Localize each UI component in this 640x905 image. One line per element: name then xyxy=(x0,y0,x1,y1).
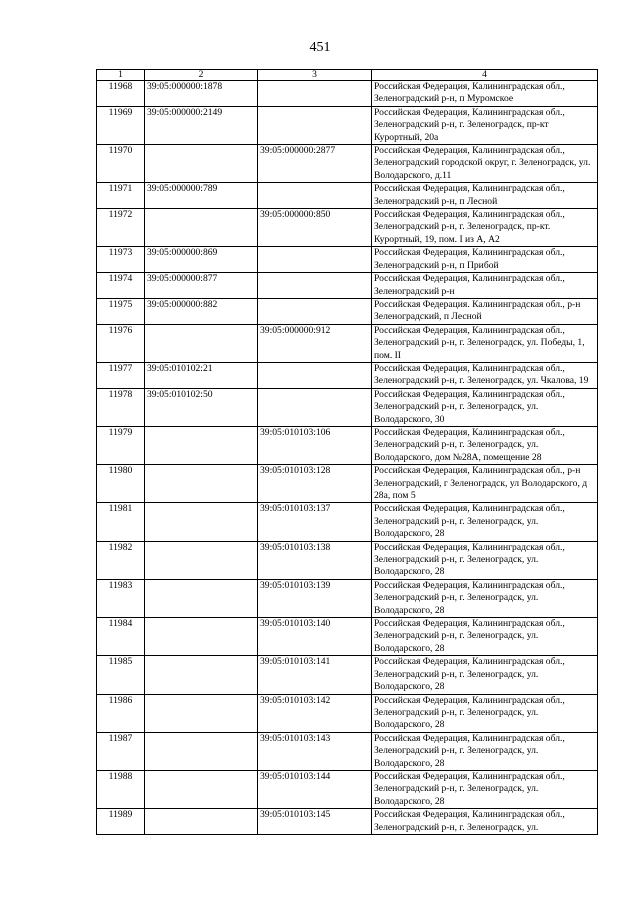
cadastral-number-col2: 39:05:000000:1878 xyxy=(145,81,258,107)
cadastral-number-col3 xyxy=(258,388,372,426)
cadastral-number-col3 xyxy=(258,362,372,388)
address-cell: Российская Федерация, Калининградская обл., Зеленоградский р-н, г. Зеленоградск, ул. xyxy=(372,809,598,835)
row-number: 11989 xyxy=(97,809,145,835)
cadastral-number-col2 xyxy=(145,426,258,464)
cadastral-number-col3 xyxy=(258,106,372,144)
table-row xyxy=(97,273,598,299)
row-number: 11976 xyxy=(97,324,145,362)
address-cell: Российская Федерация, Калининградская обл., Зеленоградский р-н, г. Зеленоградск, ул. Володарского, 28 xyxy=(372,618,598,656)
row-number: 11984 xyxy=(97,618,145,656)
row-number: 11972 xyxy=(97,209,145,247)
row-number: 11987 xyxy=(97,732,145,770)
cadastral-number-col3: 39:05:000000:912 xyxy=(258,324,372,362)
row-number: 11974 xyxy=(97,273,145,299)
address-cell: Российская Федерация, Калининградская обл., Зеленоградский р-н, г. Зеленоградск, ул. Победы, 1, пом. II xyxy=(372,324,598,362)
address-cell: Российская Федерация, Калининградская обл., Зеленоградский р-н, г. Зеленоградск, ул. Володарского, дом №28А, помещение 28 xyxy=(372,426,598,464)
address-cell: Российская Федерация, Калининградская обл., Зеленоградский р-н, г. Зеленоградск, ул. Чкалова, 19 xyxy=(372,362,598,388)
address-cell: Российская Федерация, Калининградская обл., Зеленоградский р-н, г. Зеленоградск, пр-кт Курортный, 20а xyxy=(372,106,598,144)
cadastral-number-col3: 39:05:010103:138 xyxy=(258,541,372,579)
page-number: 451 xyxy=(309,40,331,55)
table-row xyxy=(97,732,598,770)
address-cell: Российская Федерация, Калининградская обл., Зеленоградский р-н, г. Зеленоградск, ул. Володарского, 28 xyxy=(372,656,598,694)
cadastral-number-col2: 39:05:010102:50 xyxy=(145,388,258,426)
row-number: 11982 xyxy=(97,541,145,579)
address-cell: Российская Федерация, Калининградская обл., Зеленоградский р-н, п Прибой xyxy=(372,247,598,273)
cadastral-number-col3: 39:05:010103:143 xyxy=(258,732,372,770)
row-number: 11970 xyxy=(97,145,145,183)
table-row xyxy=(97,426,598,464)
table-row xyxy=(97,770,598,808)
table-row xyxy=(97,183,598,209)
row-number: 11983 xyxy=(97,579,145,617)
cadastral-number-col2 xyxy=(145,618,258,656)
row-number: 11981 xyxy=(97,503,145,541)
row-number: 11988 xyxy=(97,770,145,808)
row-number: 11980 xyxy=(97,465,145,503)
cadastral-number-col2: 39:05:000000:882 xyxy=(145,298,258,324)
cadastral-number-col3: 39:05:010103:144 xyxy=(258,770,372,808)
header-col-1: 1 xyxy=(97,70,145,81)
row-number: 11968 xyxy=(97,81,145,107)
cadastral-number-col2: 39:05:000000:869 xyxy=(145,247,258,273)
table-row xyxy=(97,247,598,273)
address-cell: Российская Федерация, Калининградская обл., Зеленоградский городской округ, г. Зеленоградск, ул. Володарского, д.11 xyxy=(372,145,598,183)
table-body xyxy=(97,81,598,835)
table-row xyxy=(97,145,598,183)
header-row xyxy=(97,70,598,81)
table-row xyxy=(97,324,598,362)
table-row xyxy=(97,541,598,579)
cadastral-number-col3: 39:05:010103:128 xyxy=(258,465,372,503)
cadastral-number-col2: 39:05:000000:877 xyxy=(145,273,258,299)
cadastral-number-col3: 39:05:010103:139 xyxy=(258,579,372,617)
cadastral-number-col2 xyxy=(145,809,258,835)
cadastral-number-col2 xyxy=(145,324,258,362)
cadastral-number-col3: 39:05:010103:145 xyxy=(258,809,372,835)
cadastral-number-col2: 39:05:010102:21 xyxy=(145,362,258,388)
cadastral-number-col3: 39:05:000000:2877 xyxy=(258,145,372,183)
cadastral-number-col3: 39:05:010103:140 xyxy=(258,618,372,656)
address-cell: Российская Федерация, Калининградская обл., Зеленоградский р-н, г. Зеленоградск, ул. Володарского, 30 xyxy=(372,388,598,426)
cadastral-number-col3 xyxy=(258,81,372,107)
address-cell: Российская Федерация, Калининградская обл., Зеленоградский р-н, г. Зеленоградск, ул. Володарского, 28 xyxy=(372,541,598,579)
cadastral-number-col2 xyxy=(145,694,258,732)
cadastral-number-col3: 39:05:010103:142 xyxy=(258,694,372,732)
address-cell: Российская Федерация, Калининградская обл., Зеленоградский р-н, п Лесной xyxy=(372,183,598,209)
header-col-2: 2 xyxy=(145,70,258,81)
address-cell: Российская Федерация, Калининградская обл., Зеленоградский р-н, г. Зеленоградск, ул. Володарского, 28 xyxy=(372,694,598,732)
cadastral-number-col2: 39:05:000000:789 xyxy=(145,183,258,209)
cadastral-number-col2 xyxy=(145,732,258,770)
address-cell: Российская Федерация, Калининградская обл., Зеленоградский р-н, г. Зеленоградск, ул. Володарского, 28 xyxy=(372,579,598,617)
cadastral-number-col2 xyxy=(145,770,258,808)
cadastral-number-col3: 39:05:010103:106 xyxy=(258,426,372,464)
cadastral-number-col3: 39:05:010103:141 xyxy=(258,656,372,694)
row-number: 11975 xyxy=(97,298,145,324)
header-col-4: 4 xyxy=(372,70,598,81)
row-number: 11979 xyxy=(97,426,145,464)
table-row xyxy=(97,579,598,617)
table-row xyxy=(97,503,598,541)
table-row xyxy=(97,362,598,388)
header-col-3: 3 xyxy=(258,70,372,81)
address-cell: Российская Федерация, Калининградская обл., р-н Зеленоградский, г Зеленоградск, ул Володарского, д 28а, пом 5 xyxy=(372,465,598,503)
row-number: 11971 xyxy=(97,183,145,209)
table-row xyxy=(97,106,598,144)
row-number: 11985 xyxy=(97,656,145,694)
address-cell: Российская Федерация. Калининградская обл., р-н Зеленоградский, п Лесной xyxy=(372,298,598,324)
table-row xyxy=(97,298,598,324)
table-row xyxy=(97,81,598,107)
cadastral-number-col2 xyxy=(145,656,258,694)
table-row xyxy=(97,388,598,426)
cadastral-number-col3 xyxy=(258,273,372,299)
table-row xyxy=(97,694,598,732)
row-number: 11986 xyxy=(97,694,145,732)
cadastral-number-col2 xyxy=(145,541,258,579)
cadastral-number-col2 xyxy=(145,465,258,503)
row-number: 11977 xyxy=(97,362,145,388)
cadastral-number-col2 xyxy=(145,503,258,541)
table-header xyxy=(97,70,598,81)
address-cell: Российская Федерация, Калининградская обл., Зеленоградский р-н, г. Зеленоградск, пр-кт. Курортный, 19, пом. I из А, А2 xyxy=(372,209,598,247)
cadastral-number-col2 xyxy=(145,209,258,247)
cadastral-number-col3: 39:05:000000:850 xyxy=(258,209,372,247)
table-row xyxy=(97,209,598,247)
cadastral-number-col3: 39:05:010103:137 xyxy=(258,503,372,541)
row-number: 11969 xyxy=(97,106,145,144)
table-row xyxy=(97,465,598,503)
table-row xyxy=(97,618,598,656)
cadastral-number-col2: 39:05:000000:2149 xyxy=(145,106,258,144)
table-row xyxy=(97,656,598,694)
row-number: 11978 xyxy=(97,388,145,426)
address-cell: Российская Федерация, Калининградская обл., Зеленоградский р-н, п Муромское xyxy=(372,81,598,107)
cadastral-number-col3 xyxy=(258,298,372,324)
registry-table xyxy=(96,69,598,835)
address-cell: Российская Федерация, Калининградская обл., Зеленоградский р-н, г. Зеленоградск, ул. Володарского, 28 xyxy=(372,503,598,541)
cadastral-number-col2 xyxy=(145,579,258,617)
cadastral-number-col2 xyxy=(145,145,258,183)
address-cell: Российская Федерация, Калининградская обл., Зеленоградский р-н xyxy=(372,273,598,299)
address-cell: Российская Федерация, Калининградская обл., Зеленоградский р-н, г. Зеленоградск, ул. Володарского, 28 xyxy=(372,732,598,770)
cadastral-number-col3 xyxy=(258,183,372,209)
cadastral-number-col3 xyxy=(258,247,372,273)
address-cell: Российская Федерация, Калининградская обл., Зеленоградский р-н, г. Зеленоградск, ул. Володарского, 28 xyxy=(372,770,598,808)
table-row xyxy=(97,809,598,835)
row-number: 11973 xyxy=(97,247,145,273)
